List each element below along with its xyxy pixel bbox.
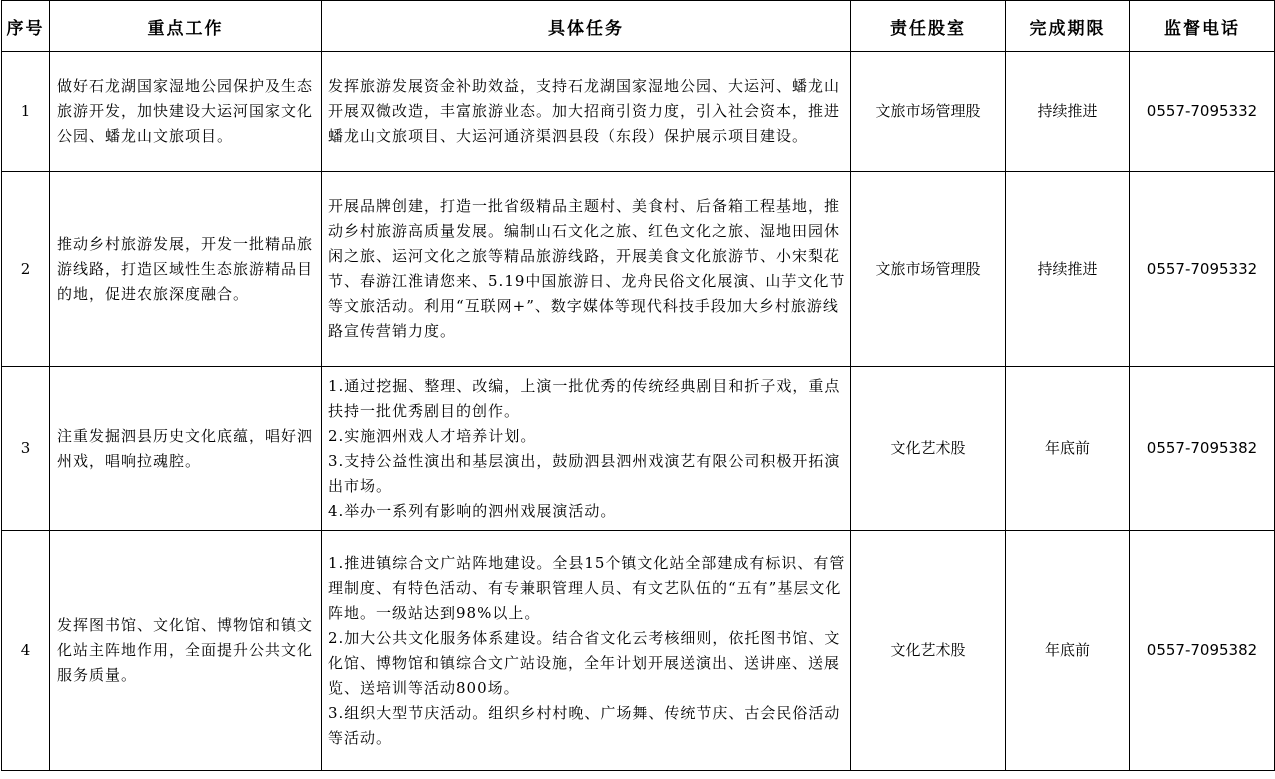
department-cell: 文化艺术股	[851, 367, 1006, 531]
work-task-table	[1, 0, 1275, 771]
header-deadline: 完成期限	[1006, 1, 1130, 52]
task-cell: 发挥旅游发展资金补助效益，支持石龙湖国家湿地公园、大运河、蟠龙山开展双微改造，丰富旅游业态。加大招商引资力度，引入社会资本，推进蟠龙山文旅项目、大运河通济渠泗县段（东段）保护展示项目建设。	[322, 52, 851, 172]
task-cell: 1.通过挖掘、整理、改编，上演一批优秀的传统经典剧目和折子戏，重点扶持一批优秀剧目的创作。 2.实施泗州戏人才培养计划。 3.支持公益性演出和基层演出，鼓励泗县泗州戏演艺有限公司积极开拓演出市场。 4.举办一系列有影响的泗州戏展演活动。	[322, 367, 851, 531]
phone-cell: 0557-7095382	[1130, 367, 1275, 531]
header-department: 责任股室	[851, 1, 1006, 52]
phone-cell: 0557-7095332	[1130, 172, 1275, 367]
task-cell: 开展品牌创建，打造一批省级精品主题村、美食村、后备箱工程基地，推动乡村旅游高质量发展。编制山石文化之旅、红色文化之旅、湿地田园休闲之旅、运河文化之旅等精品旅游线路，开展美食文化旅游节、小宋梨花节、春游江淮请您来、5.19中国旅游日、龙舟民俗文化展演、山芋文化节等文旅活动。利用“互联网+”、数字媒体等现代科技手段加大乡村旅游线路宣传营销力度。	[322, 172, 851, 367]
table-row	[2, 531, 1275, 771]
header-phone: 监督电话	[1130, 1, 1275, 52]
key-work-cell: 发挥图书馆、文化馆、博物馆和镇文化站主阵地作用，全面提升公共文化服务质量。	[50, 531, 322, 771]
phone-cell: 0557-7095332	[1130, 52, 1275, 172]
department-cell: 文旅市场管理股	[851, 172, 1006, 367]
row-number: 1	[2, 52, 50, 172]
table-row	[2, 52, 1275, 172]
header-no: 序号	[2, 1, 50, 52]
row-number: 2	[2, 172, 50, 367]
deadline-cell: 持续推进	[1006, 172, 1130, 367]
row-number: 3	[2, 367, 50, 531]
key-work-cell: 做好石龙湖国家湿地公园保护及生态旅游开发，加快建设大运河国家文化公园、蟠龙山文旅项目。	[50, 52, 322, 172]
task-cell: 1.推进镇综合文广站阵地建设。全县15个镇文化站全部建成有标识、有管理制度、有特色活动、有专兼职管理人员、有文艺队伍的“五有”基层文化阵地。一级站达到98%以上。 2.加大公共文化服务体系建设。结合省文化云考核细则，依托图书馆、文化馆、博物馆和镇综合文广站设施，全年计划开展送演出、送讲座、送展览、送培训等活动800场。 3.组织大型节庆活动。组织乡村村晚、广场舞、传统节庆、古会民俗活动等活动。	[322, 531, 851, 771]
department-cell: 文旅市场管理股	[851, 52, 1006, 172]
department-cell: 文化艺术股	[851, 531, 1006, 771]
table-row	[2, 367, 1275, 531]
deadline-cell: 持续推进	[1006, 52, 1130, 172]
table-row	[2, 172, 1275, 367]
header-tasks: 具体任务	[322, 1, 851, 52]
key-work-cell: 注重发掘泗县历史文化底蕴，唱好泗州戏，唱响拉魂腔。	[50, 367, 322, 531]
deadline-cell: 年底前	[1006, 367, 1130, 531]
phone-cell: 0557-7095382	[1130, 531, 1275, 771]
deadline-cell: 年底前	[1006, 531, 1130, 771]
header-row	[2, 1, 1275, 52]
key-work-cell: 推动乡村旅游发展，开发一批精品旅游线路，打造区域性生态旅游精品目的地，促进农旅深度融合。	[50, 172, 322, 367]
header-key-work: 重点工作	[50, 1, 322, 52]
row-number: 4	[2, 531, 50, 771]
